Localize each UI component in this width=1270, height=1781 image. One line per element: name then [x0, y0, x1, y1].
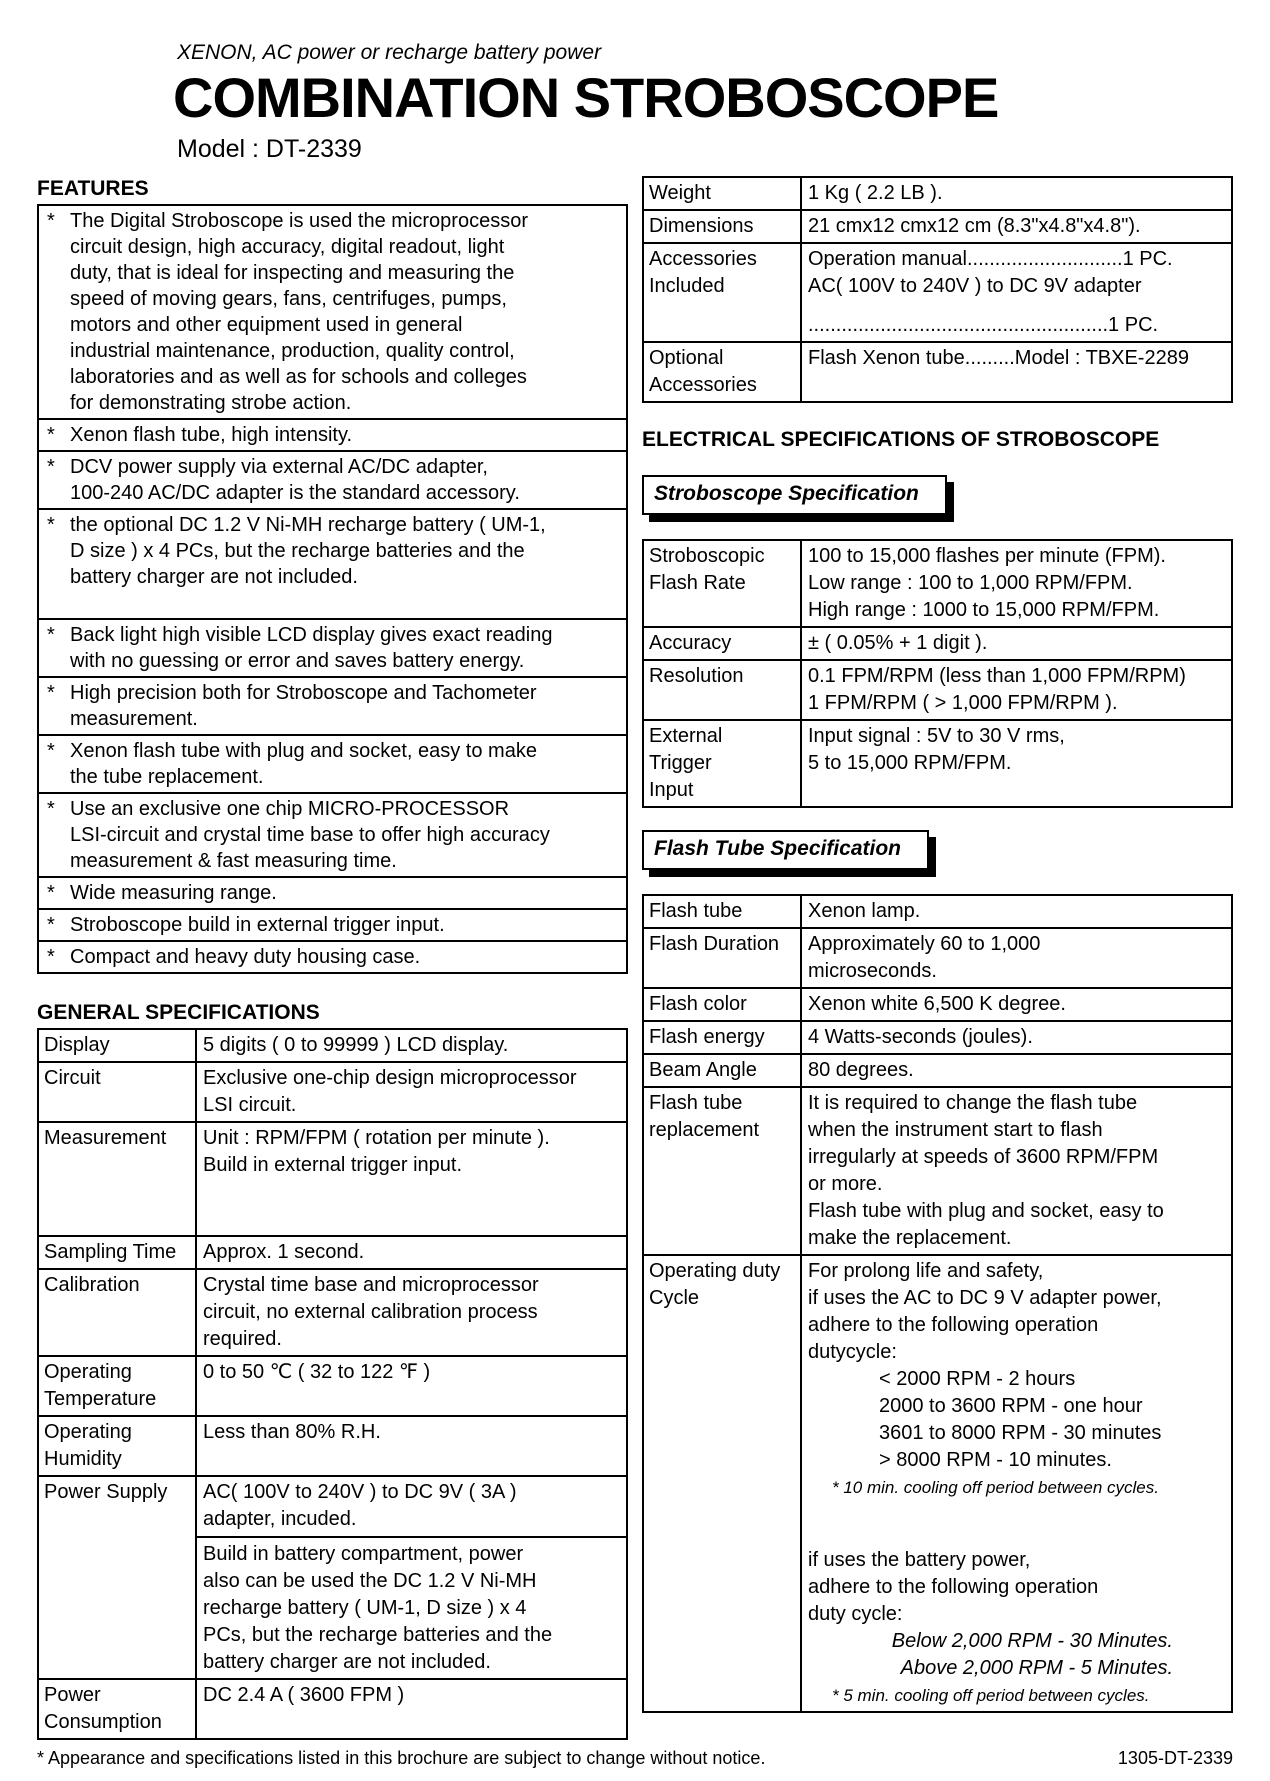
page-title: COMBINATION STROBOSCOPE: [173, 66, 999, 129]
spec-value-cell: [801, 988, 1232, 1021]
text-line: [203, 1206, 620, 1233]
text-line: 1 Kg ( 2.2 LB ).: [808, 182, 943, 204]
spec-label-cell: [38, 1236, 196, 1269]
spec-label-cell: [643, 988, 801, 1021]
text-line: measurement.: [70, 708, 198, 730]
spec-value-cell: [801, 210, 1232, 243]
text-line: duty, that is ideal for inspecting and measuring the: [70, 262, 515, 284]
asterisk-bullet: *: [47, 914, 55, 936]
table-row: [38, 1269, 627, 1356]
text-line: Sampling Time: [44, 1241, 177, 1263]
features-heading: FEATURES: [37, 177, 149, 200]
feature-item-cell: [38, 941, 627, 973]
text-line: Compact and heavy duty housing case.: [70, 946, 421, 968]
text-line: circuit design, high accuracy, digital readout, light: [70, 236, 505, 258]
table-row: [643, 660, 1232, 720]
text-line: > 8000 RPM - 10 minutes.: [879, 1449, 1112, 1471]
spec-label-cell: [643, 1087, 801, 1255]
two-column-layout: [37, 176, 1233, 1740]
table-row: [643, 928, 1232, 988]
table-row: [38, 509, 627, 619]
text-line: Operating: [44, 1361, 132, 1383]
text-line: circuit, no external calibration process: [203, 1301, 538, 1323]
table-row: [643, 177, 1232, 210]
footer-document-code: 1305-DT-2339: [1117, 1748, 1233, 1768]
general-specs-heading: GENERAL SPECIFICATIONS: [37, 1001, 320, 1024]
text-line: 3601 to 8000 RPM - 30 minutes: [879, 1422, 1162, 1444]
text-line: industrial maintenance, production, quality control,: [70, 340, 515, 362]
spec-value-cell: [801, 895, 1232, 928]
table-row: [643, 1255, 1232, 1712]
table-row: [38, 1476, 627, 1679]
table-row: [643, 1054, 1232, 1087]
asterisk-bullet: *: [47, 624, 55, 646]
spec-value-cell: [801, 243, 1232, 342]
text-line: Operation manual............................1 PC.: [808, 248, 1173, 270]
text-line: Approx. 1 second.: [203, 1241, 365, 1263]
text-line: [808, 1501, 1225, 1547]
feature-item-cell: [38, 677, 627, 735]
text-line: 0.1 FPM/RPM (less than 1,000 FPM/RPM): [808, 665, 1186, 687]
text-line: For prolong life and safety,: [808, 1260, 1044, 1282]
text-line: ± ( 0.05% + 1 digit ).: [808, 632, 988, 654]
text-line: when the instrument start to flash: [808, 1119, 1103, 1141]
text-line: Accessories: [649, 248, 757, 270]
text-line: DC 2.4 A ( 3600 FPM ): [203, 1684, 405, 1706]
text-line: [70, 590, 620, 616]
spec-value-cell: [801, 720, 1232, 807]
general-specs-table: [37, 1028, 628, 1740]
asterisk-bullet: *: [47, 210, 55, 232]
table-row: [38, 877, 627, 909]
table-row: [643, 720, 1232, 807]
text-line: also can be used the DC 1.2 V Ni-MH: [203, 1570, 537, 1592]
asterisk-bullet: *: [47, 882, 55, 904]
right-column: [642, 176, 1233, 1713]
table-row: [643, 342, 1232, 402]
feature-item-cell: [38, 793, 627, 877]
text-line: 0 to 50 ℃ ( 32 to 122 ℉ ): [203, 1361, 431, 1383]
table-row: [38, 619, 627, 677]
table-row: [643, 210, 1232, 243]
tagline: XENON, AC power or recharge battery power: [177, 41, 602, 64]
spec-label-cell: [643, 928, 801, 988]
text-line: microseconds.: [808, 960, 937, 982]
text-line: dutycycle:: [808, 1341, 897, 1363]
text-line: Cycle: [649, 1287, 700, 1309]
text-line: [203, 1386, 620, 1413]
spec-label-cell: [643, 342, 801, 402]
table-row: [38, 1122, 627, 1236]
text-line: Trigger: [649, 752, 712, 774]
table-row: [38, 1236, 627, 1269]
spec-value-cell: [196, 1416, 627, 1476]
text-line: Less than 80% R.H.: [203, 1421, 381, 1443]
asterisk-bullet: *: [47, 798, 55, 820]
spec-value-cell: [801, 1054, 1232, 1087]
text-line: Input signal : 5V to 30 V rms,: [808, 725, 1065, 747]
table-row: [643, 1021, 1232, 1054]
text-line: Resolution: [649, 665, 744, 687]
text-line: the tube replacement.: [70, 766, 264, 788]
text-line: Above 2,000 RPM - 5 Minutes.: [900, 1657, 1173, 1679]
spec-label-cell: [643, 1255, 801, 1712]
feature-item-cell: [38, 451, 627, 509]
text-line: Operating duty: [649, 1260, 781, 1282]
text-line: the optional DC 1.2 V Ni-MH recharge battery ( UM-1,: [70, 514, 546, 536]
text-line: Xenon white 6,500 K degree.: [808, 993, 1066, 1015]
text-line: D size ) x 4 PCs, but the recharge batteries and the: [70, 540, 525, 562]
stroboscope-spec-table: [642, 539, 1233, 808]
text-line: 1 FPM/RPM ( > 1,000 FPM/RPM ).: [808, 692, 1118, 714]
text-line: 5 to 15,000 RPM/FPM.: [808, 752, 1012, 774]
asterisk-bullet: *: [47, 682, 55, 704]
table-row: [38, 677, 627, 735]
text-line: recharge battery ( UM-1, D size ) x 4: [203, 1597, 527, 1619]
text-line: for demonstrating strobe action.: [70, 392, 352, 414]
features-table: [37, 204, 628, 974]
spec-label-cell: [38, 1062, 196, 1122]
text-line: or more.: [808, 1173, 883, 1195]
spec-value-cell: [196, 1679, 627, 1739]
text-line: replacement: [649, 1119, 760, 1141]
text-line: * 5 min. cooling off period between cycles.: [832, 1686, 1150, 1705]
table-row: [38, 1679, 627, 1739]
feature-item-cell: [38, 419, 627, 451]
text-line: ......................................................1 PC.: [808, 314, 1159, 336]
spec-label-cell: [643, 660, 801, 720]
text-line: 100 to 15,000 flashes per minute (FPM).: [808, 545, 1166, 567]
text-line: Input: [649, 779, 694, 801]
text-line: Accuracy: [649, 632, 732, 654]
text-line: Approximately 60 to 1,000: [808, 933, 1041, 955]
text-line: High range : 1000 to 15,000 RPM/FPM.: [808, 599, 1160, 621]
feature-item-cell: [38, 877, 627, 909]
spec-value-cell: [196, 1122, 627, 1236]
text-line: Temperature: [44, 1388, 157, 1410]
table-row: [643, 1087, 1232, 1255]
table-row: [38, 1062, 627, 1122]
text-line: 100-240 AC/DC adapter is the standard accessory.: [70, 482, 520, 504]
flash-tube-spec-table: [642, 894, 1233, 1713]
text-line: Xenon flash tube, high intensity.: [70, 424, 353, 446]
text-line: Flash Duration: [649, 933, 780, 955]
text-line: AC( 100V to 240V ) to DC 9V adapter: [808, 275, 1142, 297]
text-line: motors and other equipment used in general: [70, 314, 463, 336]
text-line: Operating: [44, 1421, 132, 1443]
text-line: Beam Angle: [649, 1059, 757, 1081]
text-line: adapter, incuded.: [203, 1508, 357, 1530]
table-row: [38, 735, 627, 793]
feature-item-cell: [38, 509, 627, 619]
text-line: Display: [44, 1034, 110, 1056]
text-line: Humidity: [44, 1448, 122, 1470]
spec-value-cell: [801, 177, 1232, 210]
text-line: AC( 100V to 240V ) to DC 9V ( 3A ): [203, 1481, 517, 1503]
text-line: < 2000 RPM - 2 hours: [879, 1368, 1076, 1390]
table-row: [38, 941, 627, 973]
spec-value-cell: [801, 342, 1232, 402]
text-line: required.: [203, 1328, 282, 1350]
table-row: [38, 451, 627, 509]
text-line: Xenon lamp.: [808, 900, 921, 922]
table-row: [38, 205, 627, 419]
page-footer: [37, 1746, 1233, 1770]
spec-value-cell: [196, 1356, 627, 1416]
spec-label-cell: [643, 1021, 801, 1054]
text-line: Included: [649, 275, 725, 297]
text-line: 21 cmx12 cmx12 cm (8.3"x4.8"x4.8").: [808, 215, 1141, 237]
footer-disclaimer: * Appearance and specifications listed in this brochure are subject to change without notice.: [37, 1748, 766, 1768]
feature-item-cell: [38, 909, 627, 941]
spec-value-cell: [801, 1255, 1232, 1712]
text-line: laboratories and as well as for schools and colleges: [70, 366, 527, 388]
table-row: [643, 627, 1232, 660]
text-line: Optional: [649, 347, 724, 369]
spec-label-cell: [643, 720, 801, 807]
spec-value-cell: [196, 1476, 627, 1679]
asterisk-bullet: *: [47, 946, 55, 968]
text-line: LSI circuit.: [203, 1094, 297, 1116]
feature-item-cell: [38, 619, 627, 677]
text-line: Flash tube: [649, 900, 743, 922]
physical-specs-table: [642, 176, 1233, 403]
text-line: Flash Rate: [649, 572, 746, 594]
table-row: [38, 909, 627, 941]
text-line: Build in external trigger input.: [203, 1154, 463, 1176]
text-line: battery charger are not included.: [203, 1651, 491, 1673]
text-line: measurement & fast measuring time.: [70, 850, 397, 872]
feature-item-cell: [38, 735, 627, 793]
text-line: [808, 372, 1225, 399]
spec-value-cell: [801, 1087, 1232, 1255]
text-line: adhere to the following operation: [808, 1314, 1099, 1336]
text-line: 2000 to 3600 RPM - one hour: [879, 1395, 1143, 1417]
text-line: [808, 300, 1225, 312]
text-line: Use an exclusive one chip MICRO-PROCESSOR: [70, 798, 510, 820]
table-row: [38, 1029, 627, 1062]
spec-label-cell: [38, 1029, 196, 1062]
model-number: Model : DT-2339: [177, 135, 362, 163]
spec-label-cell: [38, 1476, 196, 1679]
text-line: Weight: [649, 182, 711, 204]
text-line: The Digital Stroboscope is used the microprocessor: [70, 210, 528, 232]
spec-value-cell: [801, 1021, 1232, 1054]
table-row: [38, 793, 627, 877]
feature-item-cell: [38, 205, 627, 419]
text-line: Unit : RPM/FPM ( rotation per minute ).: [203, 1127, 550, 1149]
asterisk-bullet: *: [47, 514, 55, 536]
table-row: [38, 1356, 627, 1416]
spec-label-cell: [38, 1269, 196, 1356]
text-line: irregularly at speeds of 3600 RPM/FPM: [808, 1146, 1159, 1168]
text-line: DCV power supply via external AC/DC adapter,: [70, 456, 488, 478]
text-line: [203, 1446, 620, 1473]
spec-label-cell: [38, 1122, 196, 1236]
text-line: Stroboscope build in external trigger input.: [70, 914, 445, 936]
text-line: [203, 1179, 620, 1206]
spec-label-cell: [643, 243, 801, 342]
text-line: Crystal time base and microprocessor: [203, 1274, 539, 1296]
text-line: It is required to change the flash tube: [808, 1092, 1138, 1114]
text-line: [808, 777, 1225, 804]
text-line: Dimensions: [649, 215, 754, 237]
text-line: Build in battery compartment, power: [203, 1543, 524, 1565]
spec-value-cell: [801, 660, 1232, 720]
text-line: if uses the battery power,: [808, 1549, 1031, 1571]
table-row: [38, 419, 627, 451]
text-line: * 10 min. cooling off period between cycles.: [832, 1478, 1159, 1497]
text-line: Consumption: [44, 1711, 162, 1733]
text-line: Exclusive one-chip design microprocessor: [203, 1067, 577, 1089]
spec-value-cell: [801, 627, 1232, 660]
spec-value-cell: [196, 1062, 627, 1122]
text-line: battery charger are not included.: [70, 566, 358, 588]
text-line: Stroboscopic: [649, 545, 765, 567]
cell-divider-line: [197, 1536, 626, 1538]
left-column: [37, 176, 628, 1740]
table-row: [643, 895, 1232, 928]
text-line: Accessories: [649, 374, 757, 396]
spec-label-cell: [38, 1679, 196, 1739]
text-line: PCs, but the recharge batteries and the: [203, 1624, 553, 1646]
text-line: Power: [44, 1684, 101, 1706]
text-line: adhere to the following operation: [808, 1576, 1099, 1598]
text-line: High precision both for Stroboscope and Tachometer: [70, 682, 537, 704]
flash-tube-spec-title: Flash Tube Specification: [642, 830, 929, 870]
spec-label-cell: [38, 1416, 196, 1476]
text-line: Wide measuring range.: [70, 882, 277, 904]
table-row: [643, 243, 1232, 342]
document-header: [37, 40, 1233, 164]
table-row: [643, 540, 1232, 627]
spec-value-cell: [196, 1236, 627, 1269]
table-row: [643, 988, 1232, 1021]
text-line: make the replacement.: [808, 1227, 1012, 1249]
text-line: with no guessing or error and saves battery energy.: [70, 650, 525, 672]
text-line: Flash tube with plug and socket, easy to: [808, 1200, 1164, 1222]
text-line: Below 2,000 RPM - 30 Minutes.: [891, 1630, 1173, 1652]
text-line: Flash color: [649, 993, 747, 1015]
spec-label-cell: [643, 177, 801, 210]
text-line: Low range : 100 to 1,000 RPM/FPM.: [808, 572, 1133, 594]
text-line: Flash energy: [649, 1026, 765, 1048]
stroboscope-spec-title: Stroboscope Specification: [642, 475, 947, 515]
text-line: 4 Watts-seconds (joules).: [808, 1026, 1033, 1048]
spec-label-cell: [643, 895, 801, 928]
text-line: Power Supply: [44, 1481, 168, 1503]
spec-label-cell: [643, 1054, 801, 1087]
spec-value-cell: [801, 928, 1232, 988]
asterisk-bullet: *: [47, 424, 55, 446]
text-line: Flash tube: [649, 1092, 743, 1114]
text-line: Circuit: [44, 1067, 101, 1089]
text-line: Back light high visible LCD display gives exact reading: [70, 624, 553, 646]
text-line: speed of moving gears, fans, centrifuges, pumps,: [70, 288, 507, 310]
electrical-specs-heading: ELECTRICAL SPECIFICATIONS OF STROBOSCOPE: [642, 428, 1160, 451]
asterisk-bullet: *: [47, 740, 55, 762]
asterisk-bullet: *: [47, 456, 55, 478]
spec-value-cell: [801, 540, 1232, 627]
text-line: External: [649, 725, 723, 747]
text-line: Flash Xenon tube.........Model : TBXE-2289: [808, 347, 1189, 369]
spec-label-cell: [643, 210, 801, 243]
spec-value-cell: [196, 1269, 627, 1356]
text-line: 5 digits ( 0 to 99999 ) LCD display.: [203, 1034, 509, 1056]
text-line: LSI-circuit and crystal time base to offer high accuracy: [70, 824, 550, 846]
text-line: Measurement: [44, 1127, 167, 1149]
text-line: Calibration: [44, 1274, 140, 1296]
text-line: if uses the AC to DC 9 V adapter power,: [808, 1287, 1162, 1309]
text-line: 80 degrees.: [808, 1059, 914, 1081]
spec-label-cell: [643, 627, 801, 660]
table-row: [38, 1416, 627, 1476]
spec-label-cell: [38, 1356, 196, 1416]
text-line: Xenon flash tube with plug and socket, easy to make: [70, 740, 537, 762]
spec-label-cell: [643, 540, 801, 627]
spec-value-cell: [196, 1029, 627, 1062]
text-line: duty cycle:: [808, 1603, 903, 1625]
